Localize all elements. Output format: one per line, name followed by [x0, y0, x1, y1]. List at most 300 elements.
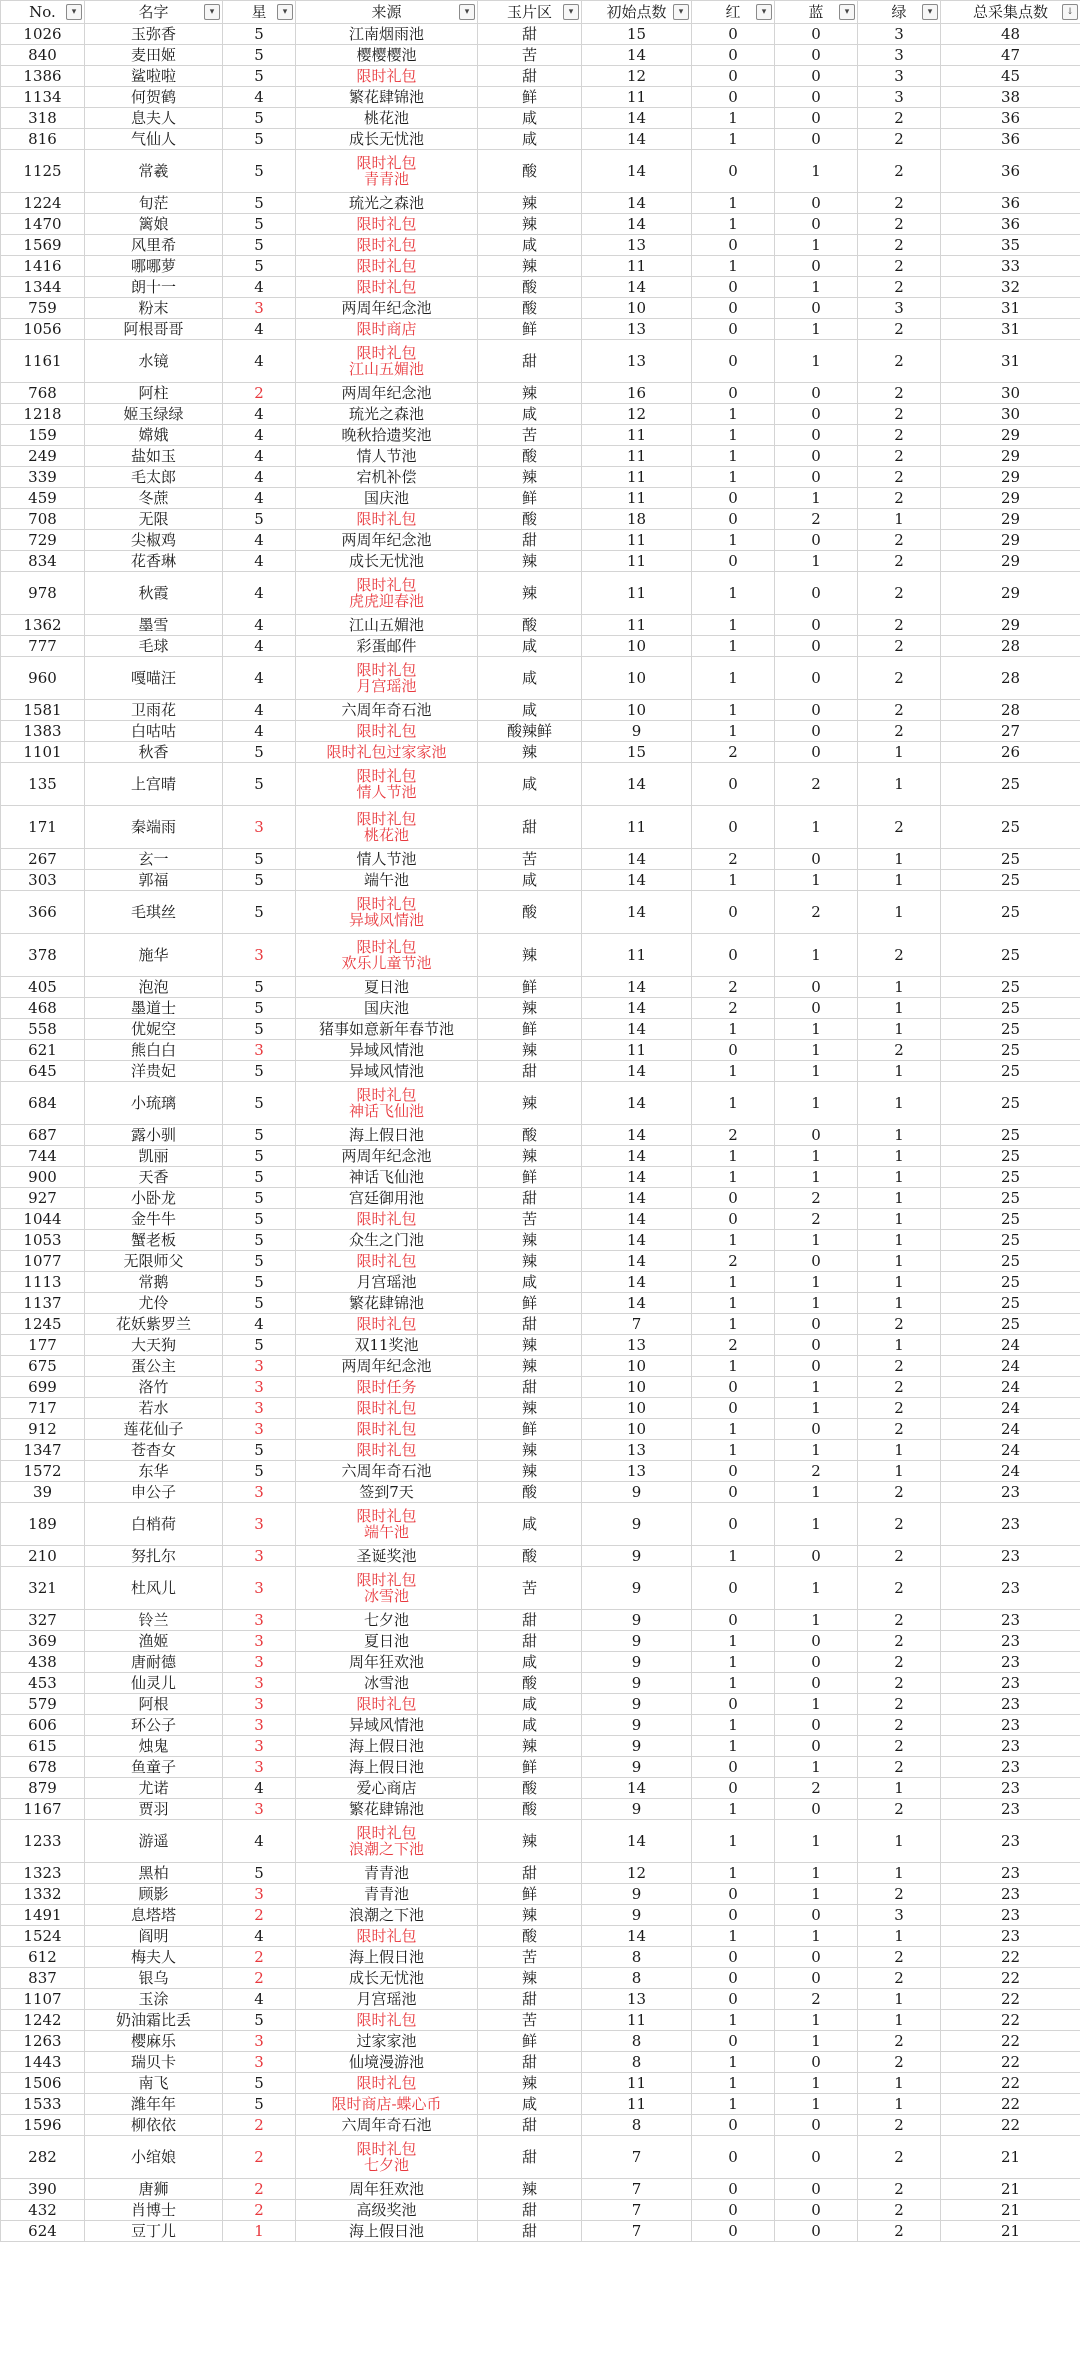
cell-total: 24 [941, 1419, 1080, 1440]
cell-star: 3 [223, 1884, 296, 1905]
cell-blue: 2 [775, 1989, 858, 2010]
cell-blue: 0 [775, 977, 858, 998]
cell-zone: 酸 [478, 891, 582, 934]
cell-star: 4 [223, 1926, 296, 1947]
cell-source [296, 235, 478, 256]
cell-star: 5 [223, 235, 296, 256]
cell-init: 9 [582, 1567, 692, 1610]
table-row [1, 425, 1080, 446]
cell-red: 2 [692, 742, 775, 763]
cell-init: 15 [582, 24, 692, 45]
cell-red: 1 [692, 2052, 775, 2073]
cell-source [296, 319, 478, 340]
cell-name: 粉末 [85, 298, 223, 319]
cell-source [296, 2179, 478, 2200]
cell-source [296, 2115, 478, 2136]
table-row [1, 1440, 1080, 1461]
cell-star: 5 [223, 214, 296, 235]
cell-total: 29 [941, 615, 1080, 636]
cell-blue: 0 [775, 2115, 858, 2136]
cell-green: 2 [858, 404, 941, 425]
table-row [1, 636, 1080, 657]
cell-star: 3 [223, 1546, 296, 1567]
cell-blue: 2 [775, 509, 858, 530]
cell-name: 常羲 [85, 150, 223, 193]
cell-init: 7 [582, 2136, 692, 2179]
source-line: 限时礼包 [356, 1441, 417, 1459]
cell-blue: 2 [775, 1778, 858, 1799]
cell-blue: 1 [775, 1610, 858, 1631]
source-line: 两周年纪念池 [341, 384, 432, 402]
cell-name: 秋霞 [85, 572, 223, 615]
cell-name: 铃兰 [85, 1610, 223, 1631]
cell-red: 0 [692, 891, 775, 934]
source-line: 江山五媚池 [348, 360, 424, 378]
cell-blue: 2 [775, 763, 858, 806]
cell-source [296, 1567, 478, 1610]
table-row [1, 934, 1080, 977]
cell-init: 9 [582, 1694, 692, 1715]
cell-init: 14 [582, 849, 692, 870]
cell-blue: 0 [775, 1799, 858, 1820]
cell-total: 25 [941, 1272, 1080, 1293]
cell-name: 水镜 [85, 340, 223, 383]
cell-zone: 鲜 [478, 1019, 582, 1040]
cell-blue: 0 [775, 657, 858, 700]
cell-total: 22 [941, 2094, 1080, 2115]
cell-total: 23 [941, 1715, 1080, 1736]
cell-init: 14 [582, 891, 692, 934]
cell-name: 玉弥香 [85, 24, 223, 45]
filter-dropdown-icon[interactable]: ▾ [277, 4, 293, 20]
cell-init: 18 [582, 509, 692, 530]
table-row [1, 45, 1080, 66]
cell-zone: 甜 [478, 340, 582, 383]
cell-zone: 咸 [478, 404, 582, 425]
cell-total: 24 [941, 1398, 1080, 1419]
cell-name: 若水 [85, 1398, 223, 1419]
header-label: 红 [725, 3, 741, 21]
source-line: 限时礼包 [356, 2140, 417, 2158]
cell-init: 7 [582, 2179, 692, 2200]
cell-zone: 酸 [478, 1125, 582, 1146]
cell-star: 5 [223, 1209, 296, 1230]
cell-star: 4 [223, 1778, 296, 1799]
source-line: 众生之门池 [348, 1231, 424, 1249]
cell-init: 7 [582, 1314, 692, 1335]
cell-no: 468 [1, 998, 85, 1019]
cell-init: 10 [582, 298, 692, 319]
cell-total: 25 [941, 1061, 1080, 1082]
cell-total: 24 [941, 1356, 1080, 1377]
cell-init: 14 [582, 214, 692, 235]
cell-green: 1 [858, 1926, 941, 1947]
cell-no: 708 [1, 509, 85, 530]
cell-init: 11 [582, 934, 692, 977]
cell-zone: 辣 [478, 1251, 582, 1272]
cell-total: 22 [941, 2031, 1080, 2052]
cell-green: 2 [858, 1567, 941, 1610]
cell-star: 3 [223, 1482, 296, 1503]
cell-red: 0 [692, 66, 775, 87]
cell-blue: 1 [775, 1167, 858, 1188]
cell-no: 438 [1, 1652, 85, 1673]
cell-name: 玄一 [85, 849, 223, 870]
cell-init: 14 [582, 1146, 692, 1167]
cell-star: 5 [223, 763, 296, 806]
cell-blue: 0 [775, 1947, 858, 1968]
cell-no: 1053 [1, 1230, 85, 1251]
cell-zone: 辣 [478, 742, 582, 763]
cell-name: 奶油霜比丢 [85, 2010, 223, 2031]
table-row [1, 1146, 1080, 1167]
cell-blue: 2 [775, 891, 858, 934]
cell-red: 1 [692, 700, 775, 721]
table-row [1, 1188, 1080, 1209]
cell-blue: 0 [775, 404, 858, 425]
table-row [1, 1673, 1080, 1694]
cell-total: 21 [941, 2136, 1080, 2179]
cell-init: 11 [582, 806, 692, 849]
source-line: 限时礼包过家家池 [326, 743, 447, 761]
cell-red: 1 [692, 1736, 775, 1757]
cell-blue: 1 [775, 1757, 858, 1778]
cell-red: 1 [692, 108, 775, 129]
cell-init: 13 [582, 1335, 692, 1356]
cell-blue: 0 [775, 1419, 858, 1440]
cell-zone: 辣 [478, 1440, 582, 1461]
cell-no: 558 [1, 1019, 85, 1040]
cell-source [296, 1125, 478, 1146]
cell-total: 23 [941, 1673, 1080, 1694]
cell-star: 4 [223, 467, 296, 488]
table-body [1, 24, 1080, 2242]
cell-total: 25 [941, 1251, 1080, 1272]
cell-red: 1 [692, 615, 775, 636]
cell-total: 23 [941, 1863, 1080, 1884]
cell-source [296, 1314, 478, 1335]
cell-zone: 甜 [478, 1314, 582, 1335]
cell-star: 3 [223, 2031, 296, 2052]
filter-dropdown-icon[interactable]: ▾ [922, 4, 938, 20]
cell-blue: 1 [775, 1567, 858, 1610]
cell-green: 2 [858, 1884, 941, 1905]
table-row [1, 1736, 1080, 1757]
cell-red: 1 [692, 1272, 775, 1293]
cell-no: 699 [1, 1377, 85, 1398]
cell-init: 9 [582, 1905, 692, 1926]
cell-zone: 鲜 [478, 1884, 582, 1905]
cell-name: 渔姬 [85, 1631, 223, 1652]
cell-no: 1533 [1, 2094, 85, 2115]
cell-no: 1224 [1, 193, 85, 214]
cell-blue: 0 [775, 24, 858, 45]
cell-blue: 1 [775, 1926, 858, 1947]
cell-red: 1 [692, 1061, 775, 1082]
cell-no: 318 [1, 108, 85, 129]
cell-no: 171 [1, 806, 85, 849]
cell-no: 1332 [1, 1884, 85, 1905]
filter-dropdown-icon[interactable]: ▾ [66, 4, 82, 20]
cell-blue: 0 [775, 636, 858, 657]
cell-no: 834 [1, 551, 85, 572]
table-row [1, 1230, 1080, 1251]
table-row [1, 700, 1080, 721]
source-line: 六周年奇石池 [341, 2116, 432, 2134]
cell-red: 0 [692, 1377, 775, 1398]
cell-no: 978 [1, 572, 85, 615]
table-row [1, 193, 1080, 214]
cell-red: 1 [692, 129, 775, 150]
cell-no: 1347 [1, 1440, 85, 1461]
cell-star: 4 [223, 488, 296, 509]
cell-source [296, 1926, 478, 1947]
header-label: 蓝 [808, 3, 824, 21]
cell-init: 13 [582, 1440, 692, 1461]
cell-red: 2 [692, 1335, 775, 1356]
cell-blue: 0 [775, 66, 858, 87]
cell-name: 施华 [85, 934, 223, 977]
cell-init: 14 [582, 1293, 692, 1314]
cell-star: 5 [223, 129, 296, 150]
cell-zone: 咸 [478, 636, 582, 657]
cell-source [296, 572, 478, 615]
cell-source [296, 636, 478, 657]
cell-total: 25 [941, 1167, 1080, 1188]
cell-no: 177 [1, 1335, 85, 1356]
cell-red: 1 [692, 1082, 775, 1125]
cell-name: 旬茫 [85, 193, 223, 214]
cell-total: 48 [941, 24, 1080, 45]
cell-blue: 0 [775, 700, 858, 721]
cell-total: 30 [941, 383, 1080, 404]
source-line: 两周年纪念池 [341, 1147, 432, 1165]
cell-name: 烛鬼 [85, 1736, 223, 1757]
cell-init: 8 [582, 2052, 692, 2073]
cell-zone: 甜 [478, 2200, 582, 2221]
cell-blue: 0 [775, 45, 858, 66]
cell-star: 3 [223, 1799, 296, 1820]
source-line: 琉光之森池 [348, 194, 424, 212]
filter-dropdown-icon[interactable]: ▾ [459, 4, 475, 20]
cell-red: 1 [692, 657, 775, 700]
cell-total: 31 [941, 298, 1080, 319]
cell-total: 29 [941, 509, 1080, 530]
cell-zone: 酸 [478, 1799, 582, 1820]
cell-green: 2 [858, 383, 941, 404]
table-row [1, 1019, 1080, 1040]
cell-total: 25 [941, 763, 1080, 806]
source-line: 海上假日池 [348, 2222, 424, 2240]
source-line: 限时礼包 [356, 1252, 417, 1270]
header-row [1, 1, 1080, 24]
table-row [1, 891, 1080, 934]
cell-zone: 甜 [478, 1989, 582, 2010]
cell-total: 23 [941, 1694, 1080, 1715]
cell-zone: 咸 [478, 763, 582, 806]
cell-star: 3 [223, 2052, 296, 2073]
cell-blue: 1 [775, 1377, 858, 1398]
cell-green: 1 [858, 998, 941, 1019]
source-line: 夏日池 [363, 978, 409, 996]
filter-dropdown-icon[interactable]: ▾ [839, 4, 855, 20]
cell-star: 4 [223, 530, 296, 551]
cell-no: 1491 [1, 1905, 85, 1926]
cell-name: 苍杳女 [85, 1440, 223, 1461]
cell-name: 花香琳 [85, 551, 223, 572]
cell-star: 5 [223, 66, 296, 87]
cell-source [296, 488, 478, 509]
cell-zone: 甜 [478, 1631, 582, 1652]
cell-blue: 1 [775, 1061, 858, 1082]
cell-name: 瑞贝卡 [85, 2052, 223, 2073]
cell-init: 16 [582, 383, 692, 404]
cell-total: 38 [941, 87, 1080, 108]
filter-dropdown-icon[interactable]: ▾ [563, 4, 579, 20]
table-row [1, 1082, 1080, 1125]
filter-dropdown-icon[interactable]: ▾ [673, 4, 689, 20]
cell-source [296, 1757, 478, 1778]
cell-no: 267 [1, 849, 85, 870]
cell-green: 2 [858, 1757, 941, 1778]
cell-source [296, 1610, 478, 1631]
cell-total: 36 [941, 108, 1080, 129]
cell-init: 11 [582, 2073, 692, 2094]
cell-name: 小卧龙 [85, 1188, 223, 1209]
cell-init: 10 [582, 1419, 692, 1440]
cell-zone: 咸 [478, 1694, 582, 1715]
cell-init: 11 [582, 530, 692, 551]
cell-star: 5 [223, 849, 296, 870]
header-total [941, 1, 1080, 24]
cell-name: 优妮空 [85, 1019, 223, 1040]
cell-green: 2 [858, 1610, 941, 1631]
source-line: 六周年奇石池 [341, 1462, 432, 1480]
cell-star: 3 [223, 1040, 296, 1061]
cell-red: 0 [692, 2115, 775, 2136]
cell-source [296, 1188, 478, 1209]
cell-zone: 酸 [478, 446, 582, 467]
header-name [85, 1, 223, 24]
source-line: 江南烟雨池 [348, 25, 424, 43]
cell-red: 0 [692, 806, 775, 849]
source-line: 签到7天 [359, 1483, 414, 1501]
table-row [1, 108, 1080, 129]
cell-no: 1383 [1, 721, 85, 742]
cell-source [296, 1968, 478, 1989]
cell-no: 453 [1, 1673, 85, 1694]
cell-blue: 1 [775, 319, 858, 340]
filter-dropdown-icon[interactable]: ▾ [204, 4, 220, 20]
table-row [1, 1567, 1080, 1610]
cell-total: 23 [941, 1926, 1080, 1947]
cell-source [296, 1778, 478, 1799]
cell-source [296, 277, 478, 298]
table-row [1, 977, 1080, 998]
cell-total: 36 [941, 214, 1080, 235]
cell-star: 2 [223, 383, 296, 404]
cell-init: 10 [582, 657, 692, 700]
cell-init: 13 [582, 340, 692, 383]
cell-zone: 甜 [478, 1863, 582, 1884]
sort-descending-icon[interactable]: ↓ [1062, 4, 1078, 20]
cell-no: 432 [1, 2200, 85, 2221]
cell-init: 14 [582, 129, 692, 150]
cell-star: 5 [223, 1125, 296, 1146]
cell-red: 1 [692, 1673, 775, 1694]
table-row [1, 1461, 1080, 1482]
source-line: 端午池 [363, 871, 409, 889]
cell-no: 1107 [1, 1989, 85, 2010]
cell-no: 768 [1, 383, 85, 404]
cell-green: 3 [858, 1905, 941, 1926]
source-line: 限时礼包 [356, 278, 417, 296]
source-line: 青青池 [363, 1885, 409, 1903]
cell-star: 4 [223, 657, 296, 700]
source-line: 限时礼包 [356, 154, 417, 172]
cell-star: 4 [223, 340, 296, 383]
cell-blue: 0 [775, 256, 858, 277]
cell-source [296, 1863, 478, 1884]
cell-total: 31 [941, 340, 1080, 383]
cell-green: 2 [858, 235, 941, 256]
cell-zone: 甜 [478, 2136, 582, 2179]
cell-source [296, 1377, 478, 1398]
cell-name: 毛琪丝 [85, 891, 223, 934]
cell-red: 0 [692, 87, 775, 108]
cell-star: 5 [223, 1272, 296, 1293]
cell-blue: 0 [775, 1968, 858, 1989]
cell-init: 9 [582, 1715, 692, 1736]
cell-star: 5 [223, 1167, 296, 1188]
cell-zone: 甜 [478, 530, 582, 551]
table-row [1, 446, 1080, 467]
cell-red: 0 [692, 1968, 775, 1989]
source-line: 虎虎迎春池 [348, 592, 424, 610]
cell-source [296, 1293, 478, 1314]
cell-source [296, 977, 478, 998]
cell-no: 1026 [1, 24, 85, 45]
cell-zone: 苦 [478, 1947, 582, 1968]
cell-no: 1416 [1, 256, 85, 277]
header-label: 星 [251, 3, 267, 21]
cell-red: 1 [692, 404, 775, 425]
table-row [1, 2136, 1080, 2179]
filter-dropdown-icon[interactable]: ▾ [756, 4, 772, 20]
cell-blue: 0 [775, 1356, 858, 1377]
cell-green: 1 [858, 1061, 941, 1082]
source-line: 繁花肆锦池 [348, 1294, 424, 1312]
cell-source [296, 1146, 478, 1167]
cell-green: 3 [858, 66, 941, 87]
cell-zone: 苦 [478, 2010, 582, 2031]
cell-no: 390 [1, 2179, 85, 2200]
source-line: 高级奖池 [356, 2201, 417, 2219]
cell-name: 天香 [85, 1167, 223, 1188]
table-row [1, 572, 1080, 615]
cell-total: 27 [941, 721, 1080, 742]
cell-no: 1470 [1, 214, 85, 235]
cell-name: 熊白白 [85, 1040, 223, 1061]
cell-source [296, 2052, 478, 2073]
source-line: 彩蛋邮件 [356, 637, 417, 655]
cell-source [296, 1082, 478, 1125]
cell-source [296, 1989, 478, 2010]
cell-no: 615 [1, 1736, 85, 1757]
cell-green: 2 [858, 446, 941, 467]
cell-name: 秋香 [85, 742, 223, 763]
cell-zone: 辣 [478, 2073, 582, 2094]
